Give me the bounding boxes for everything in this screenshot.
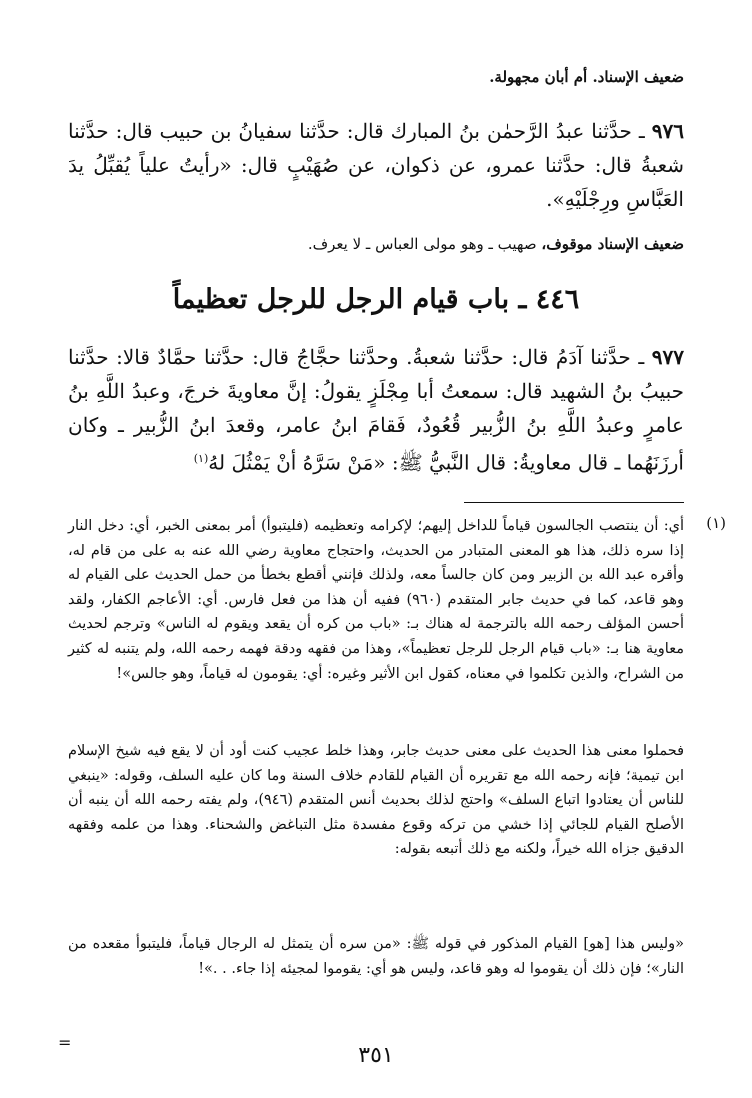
hadith-976 — [68, 114, 684, 216]
page-number: ٣٥١ — [358, 1043, 394, 1068]
hadith-976-grade — [68, 233, 684, 255]
footnote-paragraph-1: أي: أن ينتصب الجالسون قياماً للداخل إليهم؛ لإكرامه وتعظيمه (فليتبوأ) أمر بمعنى الخبر، أي: دخل النار إذا سره ذلك، هذا هو المعنى المتبادر من الحديث، واحتجاج معاوية رضي الله عنه به على من قام له، وأقره عبد الله بن الزبير ومن كان جالساً معه، ولذلك فإنني أقطع بخطأ من حمل الحديث على القيام له وهو قاعد، كما في حديث جابر المتقدم (٩٦٠) ففيه أن هذا من فعل فارس. أي: الأعاجم الكفار، ولقد أحسن المؤلف رحمه الله بالترجمة له هناك بـ: «باب من كره أن يقعد ويقوم له الناس» وترجم لحديث معاوية هنا بـ: «باب قيام الرجل للرجل تعظيماً»، وهذا من فقهه ودقة فهمه رحمه الله، ولم يتنبه له كثير من الشراح، والذين تكلموا في معناه، كقول ابن الأثير وغيره: أي: يقومون له قياماً، وهو جالس»! — [68, 518, 684, 682]
footnote-marker: (١) — [706, 514, 726, 532]
previous-hadith-grade: ضعيف الإسناد. أم أبان مجهولة. — [489, 68, 684, 86]
footnote-reference: (١) — [193, 452, 209, 465]
hadith-number: ٩٧٧ — [651, 345, 684, 369]
hadith-text: ـ حدَّثنا عبدُ الرَّحمٰن بنُ المبارك قال: حدَّثنا سفيانُ بن حبيب قال: حدَّثنا شعبةُ قال: حدَّثنا عمرو، عن ذكوان، عن صُهَيْبٍ قال: «رأيتُ علياً يُقبِّلُ يدَ العَبَّاسِ ورِجْلَيْهِ». — [68, 119, 684, 211]
hadith-number: ٩٧٦ — [651, 119, 684, 143]
continuation-mark: = — [58, 1033, 72, 1052]
footnote-separator — [464, 502, 684, 503]
hadith-text: ـ حدَّثنا آدَمُ قال: حدَّثنا شعبةُ. وحدَّثنا حجَّاجُ قال: حدَّثنا حمَّادٌ قالا: حدَّثنا حبيبُ بنُ الشهيد قال: سمعتُ أبا مِجْلَزٍ يقولُ: إنَّ معاويةَ خرجَ، وعبدُ اللَّهِ بنُ عامرٍ وعبدُ اللَّهِ بنُ الزُّبير قُعُودٌ، فَقامَ ابنُ عامر، وقعدَ ابنُ الزُّبير ـ وكان أرزَنَهُما ـ قال معاويةُ: قال النَّبيُّ ﷺ: «مَنْ سَرَّهُ أنْ يَمْثُلَ لهُ — [68, 345, 684, 475]
footnote-paragraph-2: فحملوا معنى هذا الحديث على معنى حديث جابر، وهذا خلط عجيب كنت أود أن لا يقع فيه شيخ الإسلام ابن تيمية؛ فإنه رحمه الله مع تقريره أن القيام للقادم خلاف السنة وما كان عليه السلف، وقوله: «ينبغي للناس أن يعتادوا اتباع السلف» واحتج لذلك بحديث أنس المتقدم (٩٤٦)، ولم يفته رحمه الله أن ينبه أن الأصلح القيام للجائي إذا خشي من تركه وقوع مفسدة مثل التباغض والشحناء. وهذا من علمه وفقهه الدقيق جزاه الله خيراً، ولكنه مع ذلك أتبعه بقوله: — [68, 743, 684, 858]
grade-label: ضعيف الإسناد موقوف، — [541, 235, 684, 253]
grade-note: صهيب ـ وهو مولى العباس ـ لا يعرف. — [307, 235, 542, 253]
hadith-977 — [68, 340, 684, 480]
chapter-heading: ٤٤٦ ـ باب قيام الرجل للرجل تعظيماً — [172, 284, 580, 315]
footnote-paragraph-3: «وليس هذا [هو] القيام المذكور في قوله ﷺ: «من سره أن يتمثل له الرجال قياماً، فليتبوأ مقعده من النار»؛ فإن ذلك أن يقوموا له وهو قاعد، وليس هو أي: يقوموا لمجيئه إذا جاء. . .»! — [68, 936, 684, 977]
